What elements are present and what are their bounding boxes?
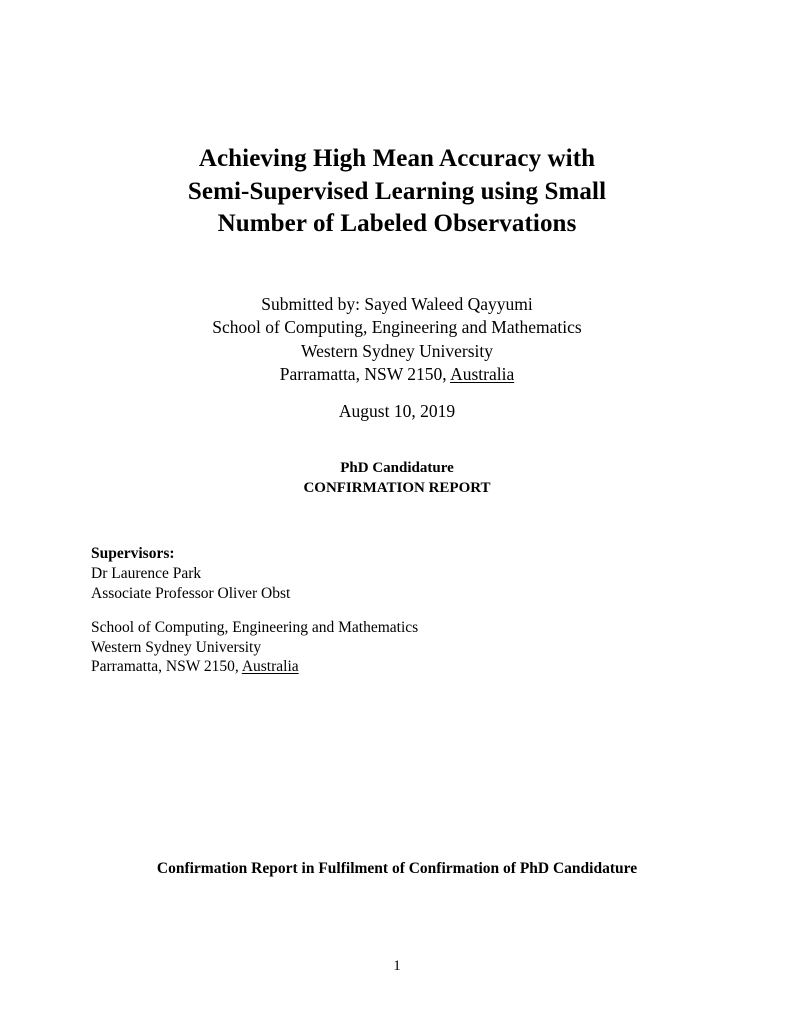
affiliation-university-line: Western Sydney University [91,638,262,656]
title-line-1: Achieving High Mean Accuracy with [198,145,596,172]
submission-details [0,293,794,386]
supervisor-name-1: Dr Laurence Park [91,565,202,582]
title-line-2: Semi-Supervised Learning using Small [187,177,607,205]
author-line: Submitted by: Sayed Waleed Qayyumi [261,294,533,314]
page-number: 1 [393,958,401,974]
supervisor-name-2: Associate Professor Oliver Obst [91,585,291,602]
affiliation-school-line: School of Computing, Engineering and Mathematics [91,619,419,636]
affiliation-section [91,618,711,677]
page-title [0,143,794,241]
supervisors-section [91,544,711,604]
candidature-line-1: PhD Candidature [340,460,454,476]
confirmation-statement [0,859,794,879]
submission-school-line: School of Computing, Engineering and Mathematics [212,317,582,338]
submission-address-line [0,363,794,386]
affiliation-country-link[interactable]: Australia [241,658,299,675]
title-line-3: Number of Labeled Observations [217,210,577,237]
date-value: August 10, 2019 [338,401,456,421]
supervisors-heading-label: Supervisors: [91,545,175,562]
affiliation-address-line [91,657,711,677]
submission-date [0,400,794,422]
confirmation-statement-text: Confirmation Report in Fulfilment of Confirmation of PhD Candidature [156,860,638,877]
candidature-line-2: CONFIRMATION REPORT [303,479,491,496]
submission-university-line: Western Sydney University [300,340,494,361]
candidature-heading [0,459,794,498]
submission-address-prefix: Parramatta, NSW 2150, [279,363,451,384]
submission-country-link[interactable]: Australia [450,363,515,384]
affiliation-address-prefix: Parramatta, NSW 2150, [91,658,242,675]
